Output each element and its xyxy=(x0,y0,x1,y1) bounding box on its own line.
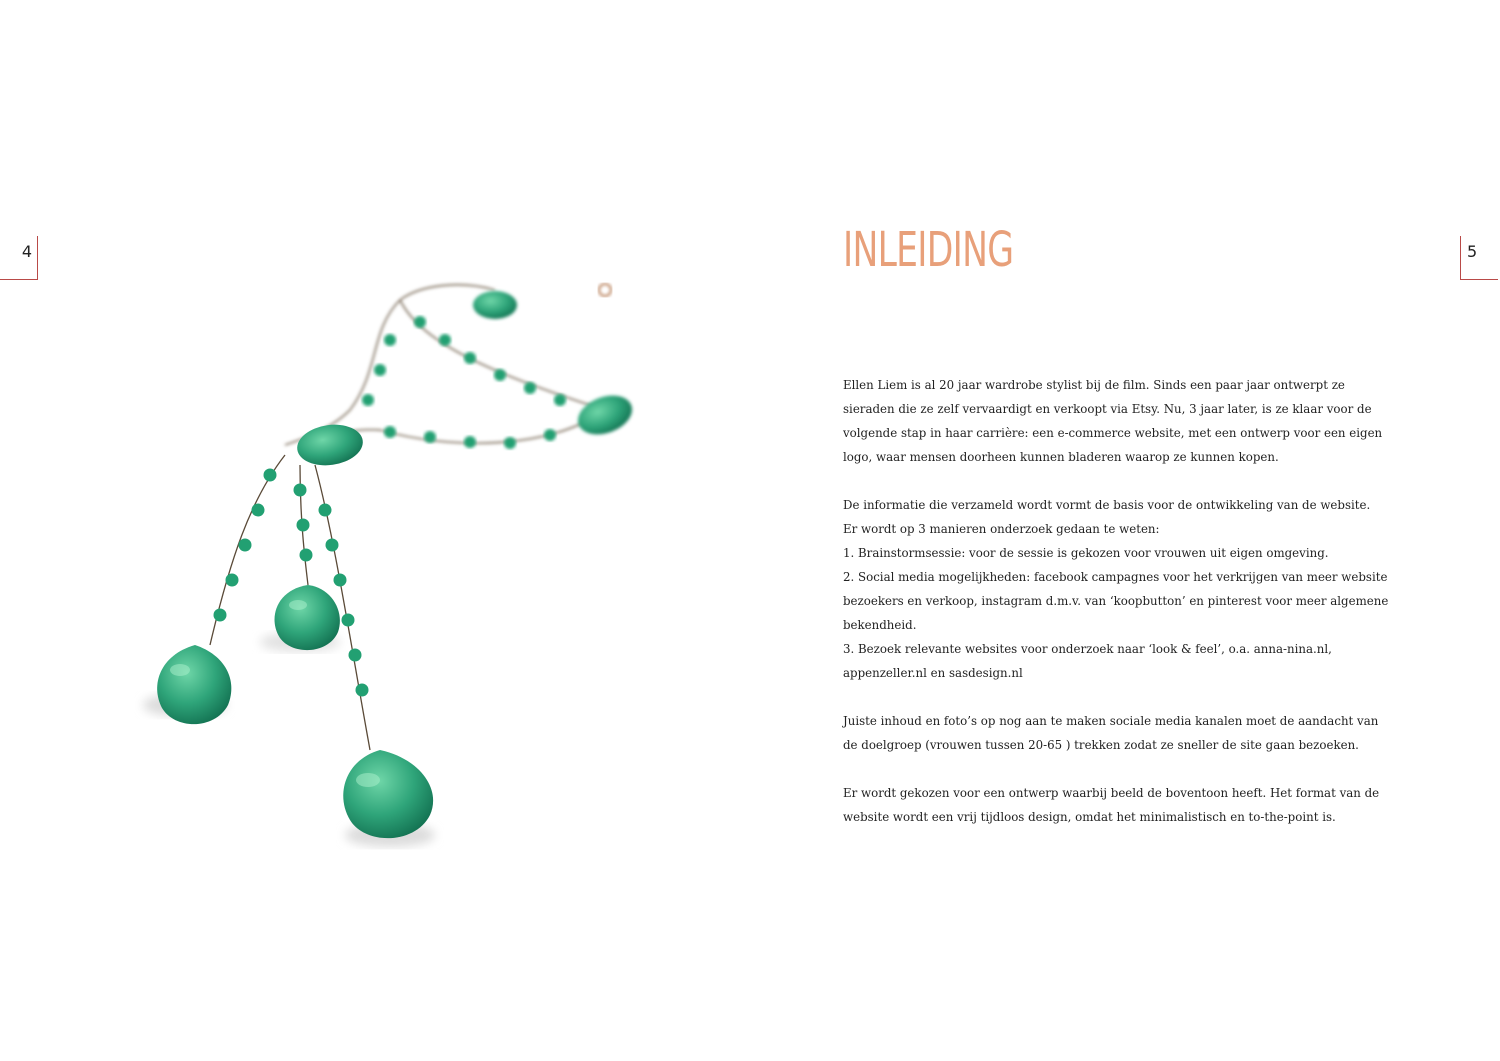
paragraph-line: Ellen Liem is al 20 jaar wardrobe stylist bij de film. Sinds een paar jaar ontwerpt ze sieraden die ze zelf vervaardigt en verkoopt via Etsy. Nu, 3 jaar later, is ze klaar voor de volgende stap in haar carrière: een e-commerce website, met een ontwerp voor een eigen logo, waar mensen doorheen kunnen bladeren waarop ze kunnen kopen. xyxy=(843,378,1383,464)
paragraph xyxy=(843,493,1393,685)
paragraph xyxy=(843,781,1393,829)
paragraph-line: Juiste inhoud en foto’s op nog aan te maken sociale media kanalen moet de aandacht van de doelgroep (vrouwen tussen 20-65 ) trekken zodat ze sneller de site gaan bezoeken. xyxy=(843,714,1379,752)
list-item: 2. Social media mogelijkheden: facebook campagnes voor het verkrijgen van meer website bezoekers en verkoop, instagram d.m.v. van ‘koopbutton’ en pinterest voor meer algemene bekendheid. xyxy=(843,570,1389,632)
necklace-photo xyxy=(100,260,660,860)
page-number-right: 5 xyxy=(1460,236,1498,280)
paragraph xyxy=(843,373,1393,469)
page-number-left: 4 xyxy=(0,236,38,280)
page-heading: INLEIDING xyxy=(843,222,1014,278)
paragraph-line: De informatie die verzameld wordt vormt de basis voor de ontwikkeling van de website. xyxy=(843,498,1371,512)
list-item: 3. Bezoek relevante websites voor onderzoek naar ‘look & feel’, o.a. anna-nina.nl, appenzeller.nl en sasdesign.nl xyxy=(843,642,1332,680)
right-page xyxy=(750,0,1500,1061)
paragraph-line: Er wordt op 3 manieren onderzoek gedaan te weten: xyxy=(843,522,1160,536)
body-text xyxy=(843,373,1393,853)
paragraph xyxy=(843,709,1393,757)
paragraph-line: Er wordt gekozen voor een ontwerp waarbij beeld de boventoon heeft. Het format van de website wordt een vrij tijdloos design, omdat het minimalistisch en to-the-point is. xyxy=(843,786,1380,824)
list-item: 1. Brainstormsessie: voor de sessie is gekozen voor vrouwen uit eigen omgeving. xyxy=(843,546,1329,560)
